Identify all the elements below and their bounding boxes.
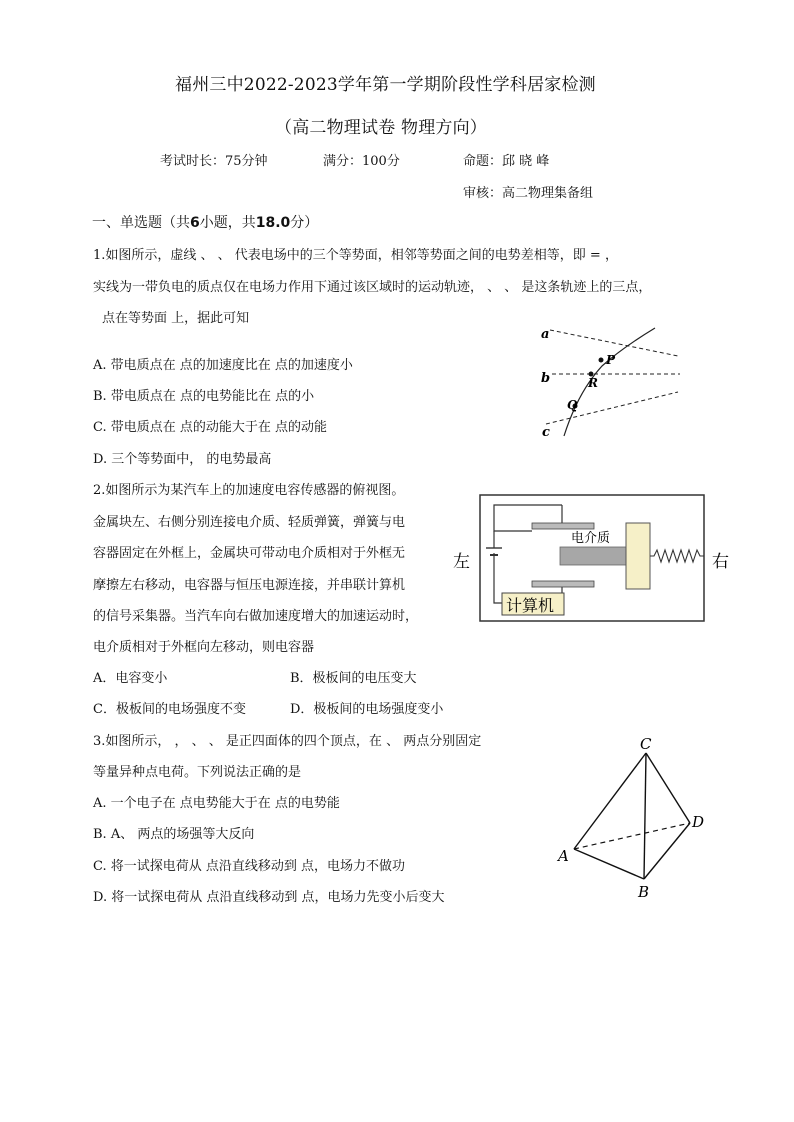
q3-option-a: A. 一个电子在 点电势能大于在 点的电势能 [93,796,340,811]
edge-bd [644,823,690,879]
q2-option-a: A．电容变小 [93,671,168,686]
vertex-d-label: D [692,813,705,831]
q1-option-b: B. 带电质点在 点的电势能比在 点的小 [93,389,315,404]
q1-option-c: C. 带电质点在 点的动能大于在 点的动能 [93,420,328,435]
section-heading-prefix: 一、单选题（共 [92,215,190,231]
section-question-count: 6 [190,215,200,231]
vertex-b-label: B [638,883,650,901]
equipotential-line-c [546,392,678,424]
label-p: P [606,353,616,367]
q2-stem-line1: 2.如图所示为某汽车上的加速度电容传感器的俯视图。 [93,483,405,498]
metal-block [626,523,650,589]
q2-option-c: C．极板间的电场强度不变 [93,702,246,717]
left-label: 左 [453,552,470,572]
section-heading-suffix: 分） [290,215,319,231]
q2-option-b: B．极板间的电压变大 [290,671,417,686]
computer-label: 计算机 [506,596,555,615]
q3-option-b: B. A、 两点的场强等大反向 [93,827,255,842]
exam-reviewer: 审核：高二物理集备组 [463,186,594,201]
dielectric-label: 电介质 [571,531,611,546]
q2-option-d: D．极板间的电场强度变小 [290,702,444,717]
q1-stem-line2: 实线为一带负电的质点仅在电场力作用下通过该区域时的运动轨迹， 、 、 是这条轨迹上的三点， [93,280,652,295]
capacitor-top-plate [532,523,594,529]
section-points: 18.0 [255,215,291,231]
exam-score: 满分：100分 [323,154,400,169]
q1-option-a: A. 带电质点在 点的加速度比在 点的加速度小 [93,358,353,373]
q1-stem-line3: 点在等势面 上，据此可知 [102,311,250,326]
section-heading [92,212,318,232]
q2-capacitor-sensor-figure [450,493,740,625]
q2-stem-line2: 金属块左、右侧分别连接电介质、轻质弹簧，弹簧与电 [93,515,406,530]
edge-ca [574,753,646,849]
label-b: b [541,371,551,386]
exam-author: 命题：邱 晓 峰 [463,154,550,169]
label-q: Q [567,398,578,412]
q3-tetrahedron-figure [552,733,722,903]
q3-stem-line2: 等量异种点电荷。下列说法正确的是 [93,765,302,780]
edge-cd [646,753,690,823]
q3-option-c: C. 将一试探电荷从 点沿直线移动到 点，电场力不做功 [93,859,406,874]
edge-ab [574,849,644,879]
q1-option-d: D. 三个等势面中， 的电势最高 [93,452,272,467]
q3-stem-line1: 3.如图所示， ， 、 、 是正四面体的四个顶点，在 、 两点分别固定 [93,734,482,749]
point-p-marker [599,358,604,363]
q2-stem-line3: 容器固定在外框上，金属块可带动电介质相对于外框无 [93,546,406,561]
q1-equipotential-figure [530,318,690,448]
capacitor-bottom-plate [532,581,594,587]
q2-stem-line5: 的信号采集器。当汽车向右做加速度增大的加速运动时， [93,609,419,624]
exam-subtitle: （高二物理试卷 物理方向） [275,118,488,138]
right-label: 右 [712,552,729,572]
exam-time: 考试时长：75分钟 [160,154,268,169]
q2-stem-line4: 摩擦左右移动，电容器与恒压电源连接，并串联计算机 [93,578,406,593]
vertex-c-label: C [640,735,652,753]
q3-option-d: D. 将一试探电荷从 点沿直线移动到 点，电场力先变小后变大 [93,890,445,905]
q1-stem-line1: 1.如图所示，虚线 、 、 代表电场中的三个等势面，相邻等势面之间的电势差相等，即 = ， [93,248,618,263]
edge-cb [644,753,646,879]
exam-title: 福州三中2022-2023学年第一学期阶段性学科居家检测 [175,75,596,95]
vertex-a-label: A [558,847,569,865]
particle-trajectory [564,328,655,436]
dielectric-slab [560,547,628,565]
section-heading-mid: 小题，共 [199,215,256,231]
label-c: c [542,425,550,440]
q2-stem-line6: 电介质相对于外框向左移动，则电容器 [93,640,315,655]
label-a: a [541,327,550,342]
label-r: R [588,376,598,390]
